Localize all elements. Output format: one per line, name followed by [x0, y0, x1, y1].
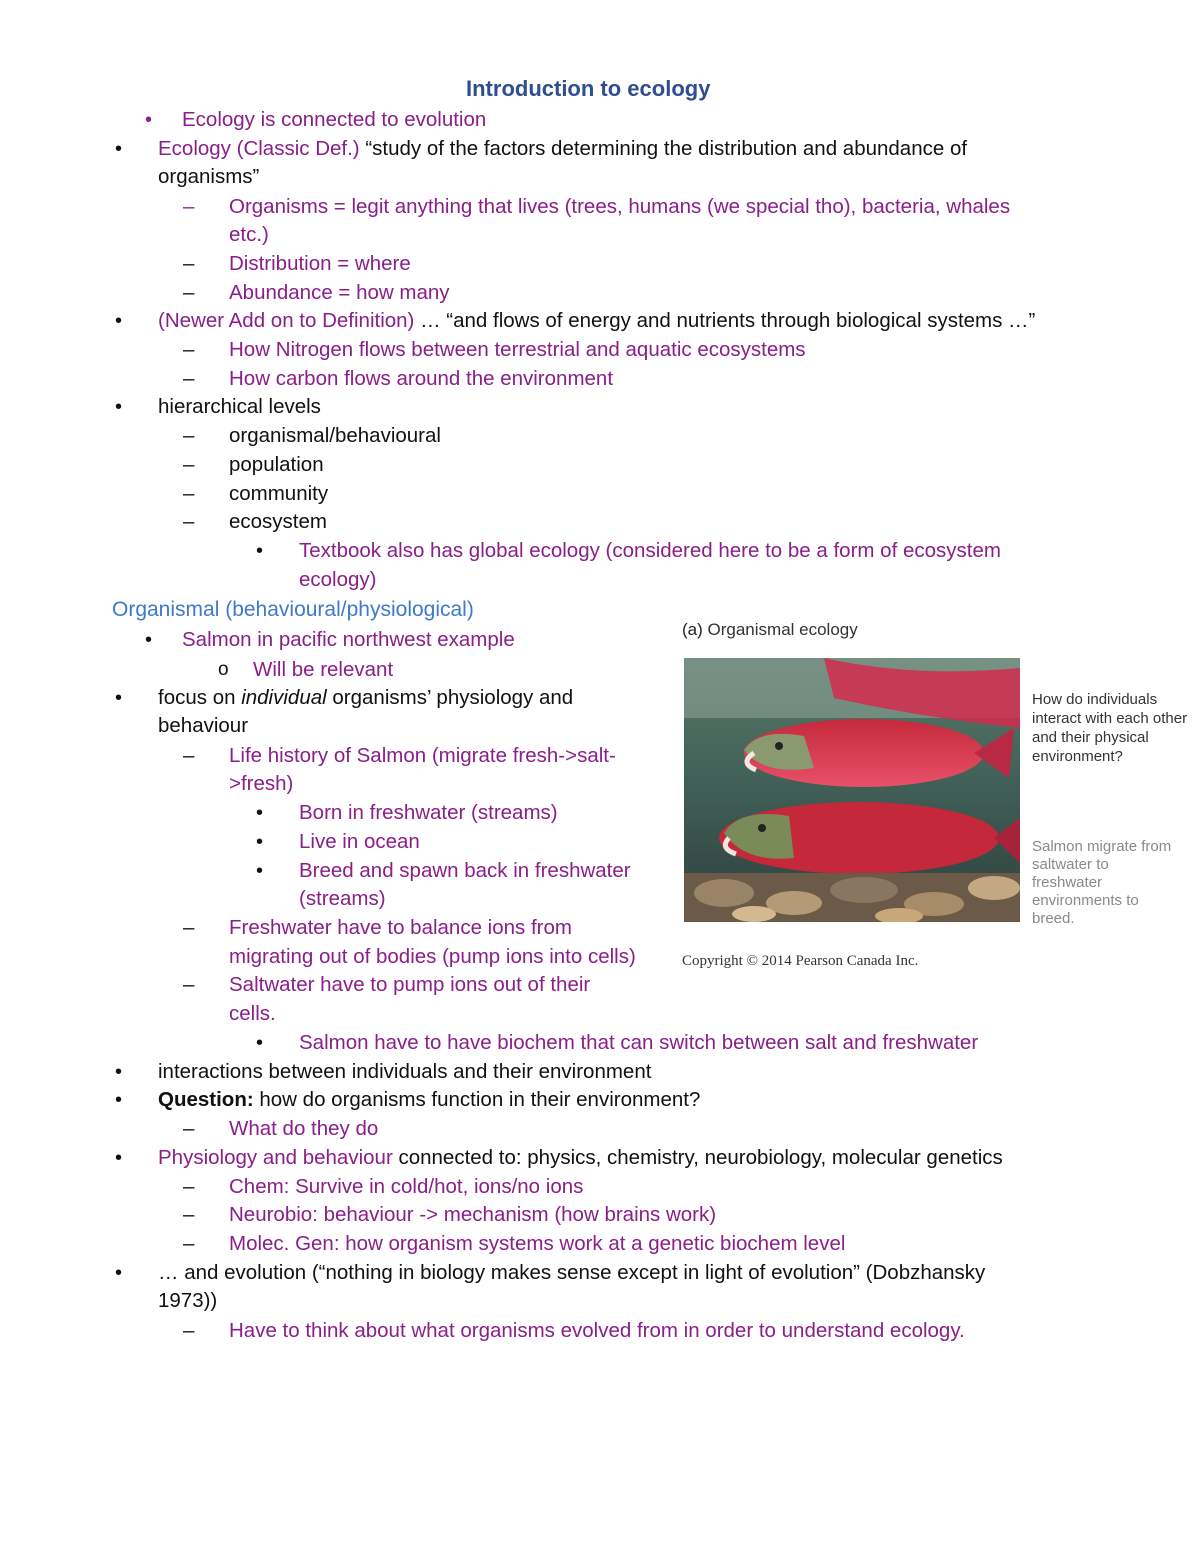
dash-marker: –	[183, 338, 195, 361]
list-item: ecosystem	[229, 510, 327, 533]
bullet-marker: •	[115, 1262, 123, 1284]
bullet-marker: •	[115, 687, 123, 709]
figure-label: (a)	[682, 620, 703, 639]
list-item	[158, 1144, 1003, 1172]
dash-marker: –	[183, 367, 195, 390]
salmon-photo	[684, 658, 1020, 922]
text-fragment: how do organisms function in their environment?	[253, 1088, 701, 1111]
dash-marker: –	[183, 1117, 195, 1140]
dash-marker: –	[183, 916, 195, 939]
figure-caption-note: Salmon migrate from saltwater to freshwater environments to breed.	[1032, 838, 1172, 927]
list-item: Salmon have to have biochem that can switch between salt and freshwater	[299, 1031, 979, 1054]
figure-title-text: Organismal ecology	[702, 620, 858, 639]
dash-marker: –	[183, 252, 195, 275]
list-item: Molec. Gen: how organism systems work at a genetic biochem level	[229, 1232, 846, 1255]
bullet-marker: •	[256, 831, 264, 853]
list-item: What do they do	[229, 1117, 379, 1140]
list-item-continued: ecology)	[299, 568, 377, 591]
list-item-continued: organisms”	[158, 165, 260, 188]
list-item: Will be relevant	[253, 658, 394, 681]
list-item-continued: migrating out of bodies (pump ions into cells)	[229, 945, 636, 968]
bullet-marker: •	[115, 1061, 123, 1083]
circle-marker: o	[218, 659, 229, 680]
dash-marker: –	[183, 482, 195, 505]
dash-marker: –	[183, 1203, 195, 1226]
list-item: population	[229, 453, 324, 476]
figure-caption-question: How do individuals interact with each other and their physical environment?	[1032, 691, 1188, 765]
list-item: Neurobio: behaviour -> mechanism (how brains work)	[229, 1203, 717, 1226]
bullet-marker: •	[256, 860, 264, 882]
list-item-continued: behaviour	[158, 714, 249, 737]
figure-copyright: Copyright © 2014 Pearson Canada Inc.	[682, 953, 919, 969]
definition-label: Ecology (Classic Def.)	[158, 137, 360, 160]
dash-marker: –	[183, 744, 195, 767]
bullet-marker: •	[115, 1147, 123, 1169]
list-item: interactions between individuals and their environment	[158, 1060, 652, 1083]
figure-title	[682, 620, 858, 640]
bullet-marker: •	[256, 540, 264, 562]
list-item	[158, 135, 967, 163]
definition-text: … “and flows of energy and nutrients through biological systems …”	[414, 309, 1036, 332]
bullet-marker: •	[115, 396, 123, 418]
definition-label: (Newer Add on to Definition)	[158, 309, 415, 332]
text-fragment: organisms’ physiology and	[326, 686, 574, 709]
dash-marker: –	[183, 453, 195, 476]
definition-text: “study of the factors determining the distribution and abundance of	[359, 137, 968, 160]
list-item: organismal/behavioural	[229, 424, 441, 447]
list-item: How Nitrogen flows between terrestrial and aquatic ecosystems	[229, 338, 806, 361]
text-fragment: Physiology and behaviour	[158, 1146, 393, 1169]
list-item: Distribution = where	[229, 252, 411, 275]
dash-marker: –	[183, 1319, 195, 1342]
dash-marker: –	[183, 195, 195, 218]
list-item-continued: >fresh)	[229, 772, 294, 795]
list-item: Salmon in pacific northwest example	[182, 628, 515, 651]
list-item-continued: etc.)	[229, 223, 269, 246]
dash-marker: –	[183, 281, 195, 304]
list-item: hierarchical levels	[158, 395, 321, 418]
bullet-marker: •	[115, 310, 123, 332]
section-heading: Organismal (behavioural/physiological)	[112, 598, 474, 621]
list-item: … and evolution (“nothing in biology makes sense except in light of evolution” (Dobzhansky	[158, 1261, 986, 1284]
bullet-marker: •	[115, 1089, 123, 1111]
list-item: Breed and spawn back in freshwater	[299, 859, 631, 882]
list-item: Textbook also has global ecology (considered here to be a form of ecosystem	[299, 539, 1001, 562]
bullet-marker: •	[256, 802, 264, 824]
text-fragment: focus on	[158, 686, 242, 709]
salmon-figure	[680, 620, 1195, 980]
dash-marker: –	[183, 424, 195, 447]
list-item: community	[229, 482, 329, 505]
salmon-illustration	[684, 658, 1020, 922]
list-item: Ecology is connected to evolution	[182, 108, 487, 131]
list-item-continued: cells.	[229, 1002, 276, 1025]
list-item: Organisms = legit anything that lives (trees, humans (we special tho), bacteria, whales	[229, 195, 1011, 218]
list-item: Have to think about what organisms evolved from in order to understand ecology.	[229, 1319, 965, 1342]
dash-marker: –	[183, 1175, 195, 1198]
list-item-continued: 1973))	[158, 1289, 218, 1312]
list-item: Chem: Survive in cold/hot, ions/no ions	[229, 1175, 584, 1198]
list-item: Live in ocean	[299, 830, 420, 853]
bullet-marker: •	[145, 109, 153, 131]
dash-marker: –	[183, 1232, 195, 1255]
bullet-marker: •	[145, 629, 153, 651]
list-item	[158, 1086, 700, 1114]
bullet-marker: •	[256, 1032, 264, 1054]
list-item: Saltwater have to pump ions out of their	[229, 973, 591, 996]
list-item: Born in freshwater (streams)	[299, 801, 558, 824]
list-item: Freshwater have to balance ions from	[229, 916, 572, 939]
list-item: How carbon flows around the environment	[229, 367, 614, 390]
bullet-marker: •	[115, 138, 123, 160]
list-item: Life history of Salmon (migrate fresh->salt-	[229, 744, 616, 767]
list-item-continued: (streams)	[299, 887, 386, 910]
page-title: Introduction to ecology	[466, 76, 711, 101]
text-fragment: connected to: physics, chemistry, neurobiology, molecular genetics	[392, 1146, 1003, 1169]
list-item	[158, 684, 573, 712]
emphasis-text: individual	[241, 686, 327, 709]
dash-marker: –	[183, 973, 195, 996]
dash-marker: –	[183, 510, 195, 533]
bold-label: Question:	[158, 1088, 254, 1111]
list-item: Abundance = how many	[229, 281, 450, 304]
list-item	[158, 307, 1035, 335]
